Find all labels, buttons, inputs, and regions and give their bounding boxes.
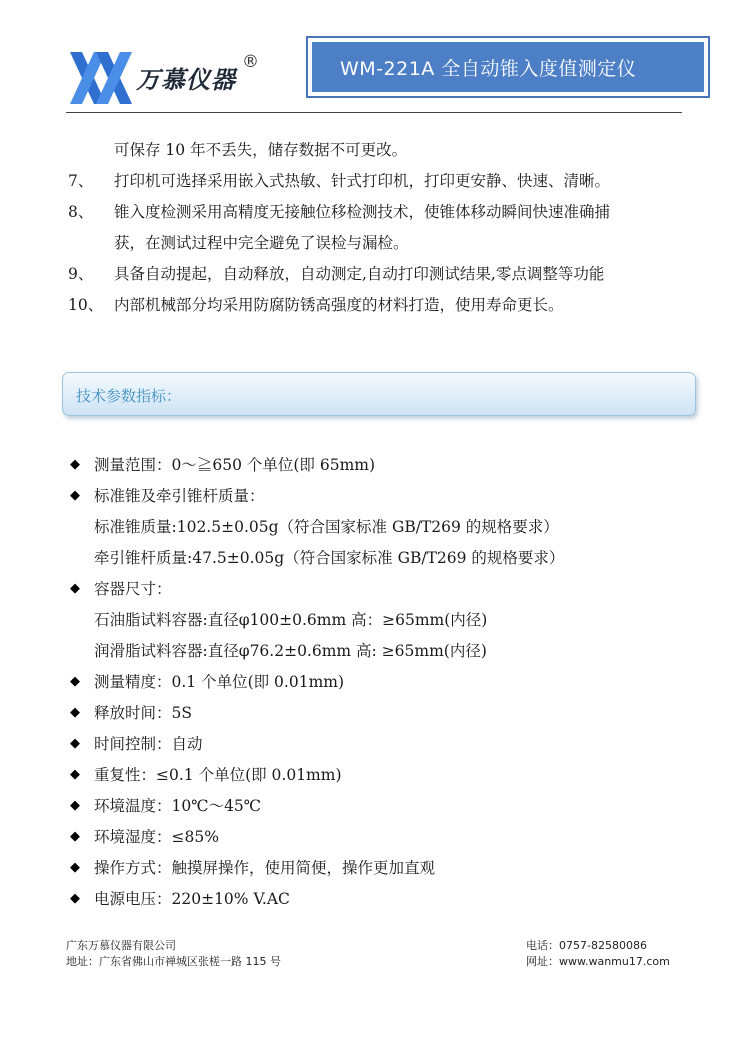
spec-item: 释放时间：5S [94,704,192,722]
spec-subitem: 润滑脂试料容器:直径φ76.2±0.6mm 高: ≥65mm(内径) [94,642,487,660]
spec-item: 重复性：≤0.1 个单位(即 0.01mm) [94,766,342,784]
feature-text: 可保存 10 年不丢失，储存数据不可更改。 [114,141,408,159]
page-title: WM-221A 全自动锥入度值测定仪 [340,57,637,80]
spec-item: 时间控制：自动 [94,735,203,753]
diamond-bullet-icon: ◆ [70,457,80,472]
feature-number: 8、 [68,203,94,221]
section-title: 技术参数指标： [76,387,182,405]
feature-number: 10、 [68,296,104,314]
diamond-bullet-icon: ◆ [70,829,80,844]
company-logo [66,48,276,108]
diamond-bullet-icon: ◆ [70,767,80,782]
spec-item: 标准锥及牵引锥杆质量： [94,487,265,505]
spec-subitem: 标准锥质量:102.5±0.05g（符合国家标准 GB/T269 的规格要求） [94,518,559,536]
spec-item: 测量范围：0～≧650 个单位(即 65mm) [94,456,376,474]
diamond-bullet-icon: ◆ [70,705,80,720]
feature-number: 7、 [68,172,94,190]
footer-company: 广东万慕仪器有限公司 [66,939,176,952]
section-header [62,372,696,416]
feature-text: 具备自动提起，自动释放，自动测定,自动打印测试结果,零点调整等功能 [114,265,605,283]
title-banner [306,36,710,98]
diamond-bullet-icon: ◆ [70,891,80,906]
diamond-bullet-icon: ◆ [70,798,80,813]
feature-text: 锥入度检测采用高精度无接触位移检测技术，使锥体移动瞬间快速准确捕 [114,203,611,221]
feature-text: 内部机械部分均采用防腐防锈高强度的材料打造，使用寿命更长。 [114,296,564,314]
diamond-bullet-icon: ◆ [70,488,80,503]
spec-item: 测量精度：0.1 个单位(即 0.01mm) [94,673,345,691]
diamond-bullet-icon: ◆ [70,860,80,875]
spec-subitem: 牵引锥杆质量:47.5±0.05g（符合国家标准 GB/T269 的规格要求） [94,549,565,567]
feature-text: 获，在测试过程中完全避免了误检与漏检。 [114,234,409,252]
header-divider [66,112,682,113]
logo-text: 万慕仪器 [136,66,236,94]
logo-mark-icon [66,48,138,108]
feature-text: 打印机可选择采用嵌入式热敏、针式打印机，打印更安静、快速、清晰。 [114,172,611,190]
spec-item: 操作方式：触摸屏操作，使用简便，操作更加直观 [94,859,436,877]
spec-item: 环境温度：10℃～45℃ [94,797,262,815]
spec-item: 环境湿度：≤85% [94,828,219,846]
footer-phone: 电话：0757-82580086 [526,939,647,952]
footer-website: 网址：www.wanmu17.com [526,955,670,968]
diamond-bullet-icon: ◆ [70,674,80,689]
feature-number: 9、 [68,265,94,283]
footer-address: 地址：广东省佛山市禅城区张槎一路 115 号 [66,955,281,968]
diamond-bullet-icon: ◆ [70,736,80,751]
spec-item: 电源电压：220±10% V.AC [94,890,290,908]
spec-item: 容器尺寸： [94,580,172,598]
diamond-bullet-icon: ◆ [70,581,80,596]
spec-subitem: 石油脂试料容器:直径φ100±0.6mm 高：≥65mm(内径) [94,611,488,629]
registered-mark: ® [242,52,259,72]
